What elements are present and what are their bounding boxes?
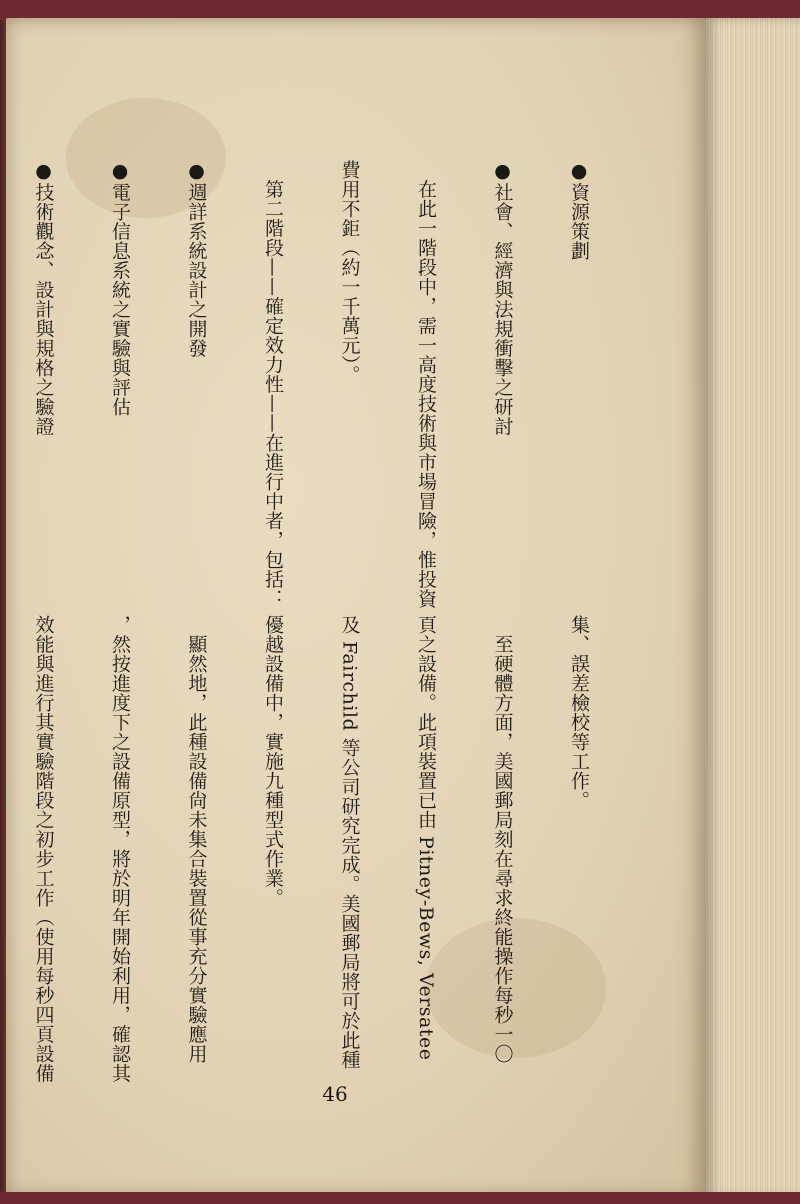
- text-line: 第二階段——確定效力性——在進行中者，包括：: [262, 160, 284, 609]
- text-line: 優越設備中，實施九種型式作業。: [262, 615, 284, 908]
- text-line: ●技術觀念、設計與規格之驗證: [32, 160, 55, 436]
- page-number: 46: [322, 1082, 348, 1106]
- upper-text-block: [12, 160, 642, 620]
- text-line: ●電子信息系統之實驗與評估: [109, 160, 131, 417]
- text-line: 及 Fairchild 等公司研究完成。美國郵局將可於此種: [338, 615, 361, 1070]
- text-line: 頁之設備。此項裝置已由 Pitney-Bews, Versatee: [415, 615, 437, 1061]
- text-line: ●社會、經濟與法規衝擊之研討: [491, 160, 514, 436]
- page-edges: [706, 18, 800, 1196]
- text-line: 顯然地，此種設備尙未集合裝置從事充分實驗應用: [185, 615, 208, 1064]
- text-line: ●週詳系統設計之開發: [185, 160, 208, 358]
- text-line: 集、誤差檢校等工作。: [568, 615, 590, 810]
- text-line: ●資源策劃: [568, 160, 590, 261]
- text-line: 在此一階段中，需一高度技術與市場冒險，惟投資: [415, 160, 437, 609]
- text-line: 效能與進行其實驗階段之初步工作（使用每秒四頁設備: [32, 615, 55, 1083]
- text-line: 費用不鉅（約一千萬元）。: [338, 160, 361, 385]
- book-cover-bottom: [0, 1192, 800, 1204]
- text-line: ，然按進度下之設備原型，將於明年開始利用，確認其: [109, 615, 131, 1083]
- lower-text-block: [12, 615, 642, 1085]
- text-line: 至硬體方面，美國郵局刻在尋求終能操作每秒一〇: [491, 615, 514, 1064]
- book-cover-top: [0, 0, 800, 20]
